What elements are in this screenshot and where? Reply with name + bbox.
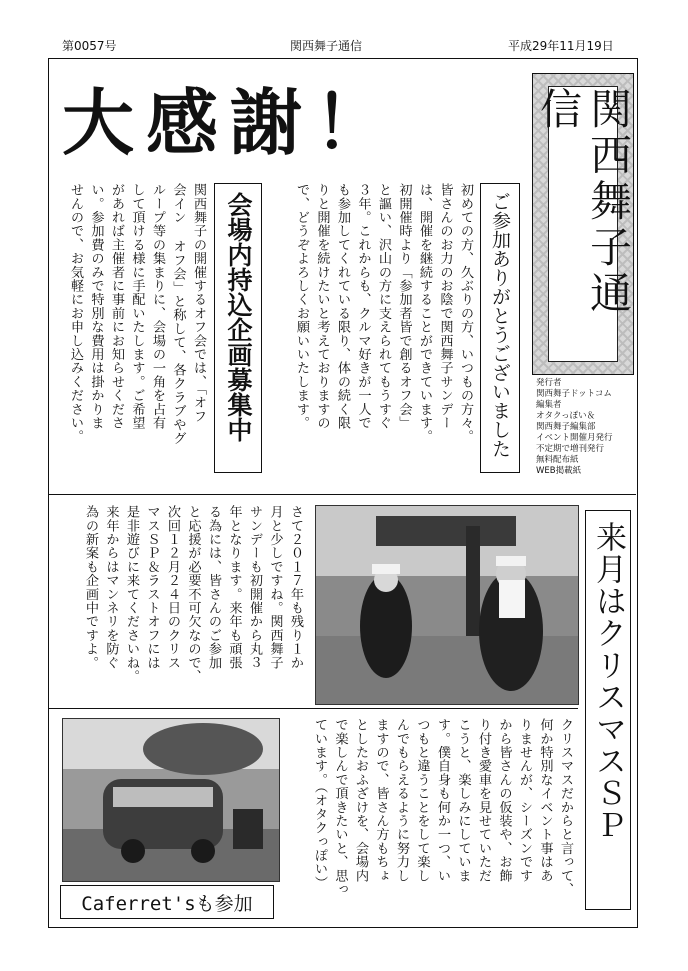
article2-heading: 会場内持込企画募集中 <box>224 192 253 442</box>
imprint-line: WEB掲載紙 <box>536 466 582 476</box>
article3-line: と応援が必要不可欠なので、 <box>185 505 201 684</box>
article3-line: 是非遊びに来てくださいね。 <box>124 505 139 684</box>
article1-body <box>275 183 475 473</box>
article3-line: さて２０１７年も残り１か <box>288 505 303 670</box>
article3-heading-box <box>585 510 631 910</box>
article3-line2: つもと違うことをして楽し <box>414 718 430 883</box>
article3-line2: ますので、皆さん方もちょ <box>373 718 389 883</box>
imprint <box>536 378 636 477</box>
article2-heading-box <box>214 183 262 473</box>
article2-line: 関西舞子の開催するオフ会では、「オフ <box>191 183 206 423</box>
article2-line: せんので、お気軽にお申し込みください。 <box>68 183 83 444</box>
article3-line2: す。僕自身も何か一つ、い <box>435 718 450 883</box>
article3-line2: で楽しんで頂きたいと、思っ <box>332 718 348 897</box>
article1-line: りと開催を続けたいと考えておりますの <box>314 183 330 430</box>
caption: Caferret'sも参加 <box>81 892 253 915</box>
article3-line: 来年からはマンネリを防ぐ <box>103 505 119 670</box>
issue-number: 第0057号 <box>62 39 117 53</box>
article1-heading-box <box>480 183 520 473</box>
article1-line: と謳い、沢山の方に支えられてもうすぐ <box>376 183 391 430</box>
article3-line2: 何か特別なイベント事はあ <box>537 718 553 883</box>
article3-line2: り付き愛車を見せていただ <box>476 718 491 883</box>
article3-line2: としたおふざけを、会場内 <box>353 718 368 883</box>
article3-line: る為には、皆さんのご参加 <box>206 505 221 670</box>
article3-line2: んでもらえるように努力し <box>394 718 409 883</box>
article3-line: サンデーも初開催から丸３ <box>247 505 262 670</box>
article1-line: 初開催時より「参加者皆で創るオフ会」 <box>396 183 412 430</box>
santa-photo <box>315 505 579 705</box>
article2-line: い。参加費のみで特別な費用は掛かりま <box>88 183 104 430</box>
article3-line2: こうと、楽しみにしていま <box>455 718 471 883</box>
article1-line: ３年。これからも、クルマ好きが一人で <box>355 183 371 430</box>
article1-line: 皆さんのお力のお陰で関西舞子サンデー <box>437 183 453 430</box>
caption-box <box>60 885 274 919</box>
article3-line2: クリスマスだからと言って、 <box>558 718 573 897</box>
article2-body <box>58 183 208 473</box>
imprint-line: 関西舞子編集部 <box>536 422 596 432</box>
article3-line2: ています。（オタクっぽい） <box>312 718 327 890</box>
article1-line: で、どうぞよろしくお願いいたします。 <box>294 183 309 430</box>
masthead-box <box>532 73 634 375</box>
article3-line: 為の新案も企画中ですよ。 <box>83 505 98 670</box>
article1-line: は、開催を継続することができています。 <box>417 183 432 444</box>
imprint-line: 発行者 <box>536 378 562 388</box>
section-divider <box>48 494 636 495</box>
imprint-line: イベント開催月発行 <box>536 433 613 443</box>
article1-heading: ご参加ありがとうございました <box>489 192 511 458</box>
van-photo <box>62 718 280 882</box>
article3-heading: 来月はクリスマスＳＰ <box>590 521 626 841</box>
article3-line: 年となります。来年も頑張 <box>226 505 242 670</box>
article3-line: 月と少しですね。関西舞子 <box>267 505 283 670</box>
article2-line: して頂ける様に手配いたします。ご希望 <box>129 183 145 430</box>
article3-line2: から皆さんの仮装や、お飾 <box>496 718 512 883</box>
article2-line: 会イン オフ会」と称して、各クラブやグ <box>170 183 186 446</box>
article3-body-left <box>60 505 305 710</box>
article1-line: も参加してくれている限り、体の続く限 <box>335 183 350 430</box>
article3-body-right <box>290 718 575 913</box>
imprint-line: 不定期で増刊発行 <box>536 444 605 454</box>
article2-line: ループ等の集まりに、会場の一角を占有 <box>150 183 165 430</box>
article3-line: 次回１２月２４日のクリス <box>165 505 180 670</box>
imprint-line: オタクっぽい＆ <box>536 411 596 421</box>
masthead-inner <box>534 86 633 362</box>
article3-line2: りませんが、シーズンです <box>517 718 532 883</box>
header-paper-name: 関西舞子通信 <box>290 39 363 53</box>
imprint-line: 編集者 <box>536 400 562 410</box>
article3-line: マスＳＰ＆ラストオフには <box>144 505 160 670</box>
sub-divider <box>48 708 578 709</box>
headline: 大感謝！ <box>62 80 399 165</box>
imprint-line: 関西舞子ドットコム <box>536 389 612 399</box>
masthead-title: 関西舞子通信 <box>534 87 633 317</box>
article1-line: 初めての方、久ぶりの方、いつもの方々。 <box>458 183 473 444</box>
article2-line: があれば主催者に事前にお知らせくださ <box>109 183 124 430</box>
imprint-line: 無料配布紙 <box>536 455 579 465</box>
issue-date: 平成29年11月19日 <box>508 39 614 53</box>
